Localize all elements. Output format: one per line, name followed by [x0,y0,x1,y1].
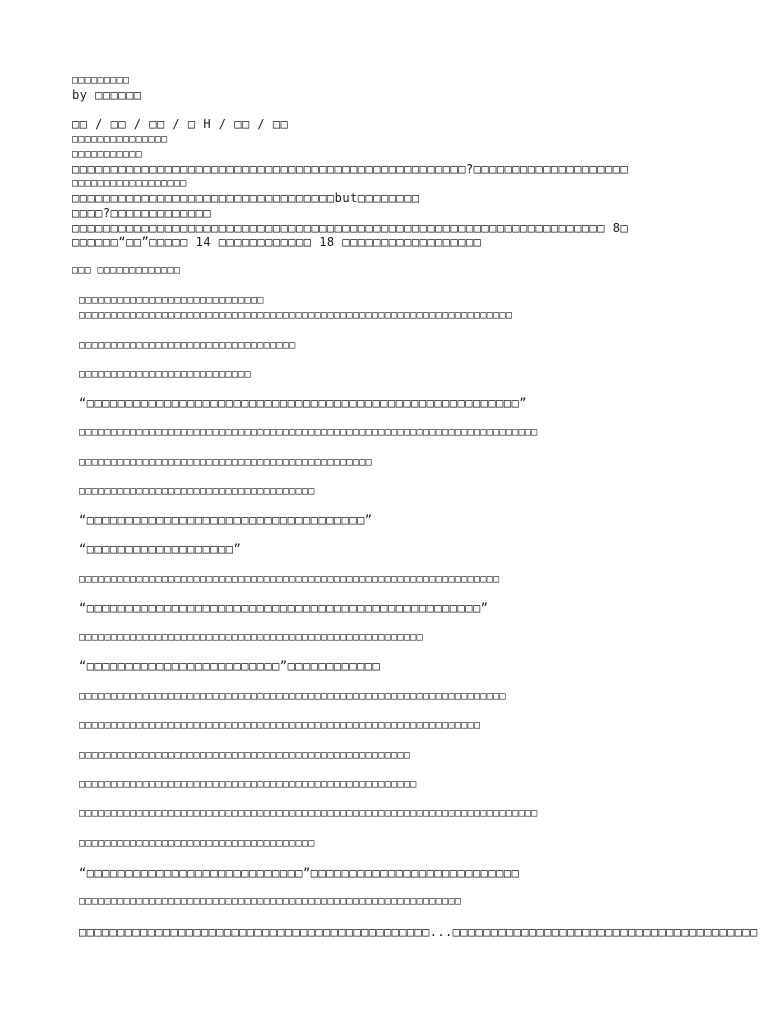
paragraph: □□□□□□□□□□□□□□□□□□□□□□□□□□□ [79,369,252,380]
paragraph: □□□□□□□□□□□□□□□□□□□□□□□□□□□□□□□□□□□□□□□□□□□□□□ [79,457,373,468]
chapter-heading: □□□ □□□□□□□□□□□□□ [72,265,181,276]
story-tags: □□ / □□ / □□ / □ H / □□ / □□ [72,117,289,131]
paragraph: □□□□□□□□□□□□□□□□□□□□□□□□□□□□□□□□□□□□□□□□□□□□□□□□□□□□□□□□□□□□ [79,896,462,907]
paragraph: □□□□□□□□□□□□□□□□□□□□□□□□□□□□□□□□□□□□□□□□□□□□□□□□□□□□ [79,750,411,761]
meta-line: □□□□□□□□□□□□□□□□□□ [72,178,187,189]
paragraph: □□□□□□□□□□□□□□□□□□□□□□□□□□□□□ [79,295,264,306]
story-title: □□□□□□□□□ [72,75,130,86]
paragraph: “□□□□□□□□□□□□□□□□□□□” [79,542,242,556]
paragraph: “□□□□□□□□□□□□□□□□□□□□□□□□□□□□□□□□□□□□” [79,513,373,527]
paragraph: □□□□□□□□□□□□□□□□□□□□□□□□□□□□□□□□□□□□□□□□□□□□□□□□□□□□□ [79,779,417,790]
meta-line: □□□□□□□□□□□□□□□ [72,134,168,145]
meta-line: □□□□□□□□□□□ [72,149,143,160]
meta-line: □□□□□□“□□”□□□□□ 14 □□□□□□□□□□□□ 18 □□□□□□□□□□□□□□□□□□ [72,235,482,249]
paragraph: “□□□□□□□□□□□□□□□□□□□□□□□□□□□□”□□□□□□□□□□□□□□□□□□□□□□□□□□□ [79,866,520,880]
paragraph: □□□□□□□□□□□□□□□□□□□□□□□□□□□□□□□□□□□□□□□□□□□□□□□□□□□□□□□□□□□□□□□□□□□ [79,691,506,702]
paragraph: □□□□□□□□□□□□□□□□□□□□□□□□□□□□□□□□□□ [79,340,296,351]
paragraph: □□□□□□□□□□□□□□□□□□□□□□□□□□□□□□□□□□□□□□□□□□□□□□□□□□□□□□□□□□□□□□□□□□□□□□□□ [79,427,538,438]
meta-line: □□□□?□□□□□□□□□□□□□ [72,206,212,220]
paragraph: □□□□□□□□□□□□□□□□□□□□□□□□□□□□□□□□□□□□□□□□□□□□□□□□□□□□□□□□□□□□□□□□□□□□□□□□ [79,808,538,819]
paragraph: □□□□□□□□□□□□□□□□□□□□□□□□□□□□□□□□□□□□□□□□□□□□□□□□□□□□□□□□□□□□□□□ [79,720,481,731]
paragraph: □□□□□□□□□□□□□□□□□□□□□□□□□□□□□□□□□□□□□ [79,838,315,849]
meta-line: □□□□□□□□□□□□□□□□□□□□□□□□□□□□□□□□□□□□□□□□□□□□□□□□□□□?□□□□□□□□□□□□□□□□□□□□ [72,162,629,176]
story-byline: by □□□□□□ [72,88,142,102]
paragraph: “□□□□□□□□□□□□□□□□□□□□□□□□□”□□□□□□□□□□□□ [79,659,381,673]
paragraph: □□□□□□□□□□□□□□□□□□□□□□□□□□□□□□□□□□□□□□□□□□□□□□□□□□□□□□□□□□□□□□□□□□□□ [79,310,513,321]
paragraph: □□□□□□□□□□□□□□□□□□□□□□□□□□□□□□□□□□□□□□□□□□□□□□□□□□□□□□□□□□□□□□□□□□ [79,574,500,585]
paragraph: □□□□□□□□□□□□□□□□□□□□□□□□□□□□□□□□□□□□□ [79,486,315,497]
meta-line: □□□□□□□□□□□□□□□□□□□□□□□□□□□□□□□□□□but□□□□□□□□ [72,191,420,205]
paragraph: □□□□□□□□□□□□□□□□□□□□□□□□□□□□□□□□□□□□□□□□□□□□□□...□□□□□□□□□□□□□□□□□□□□□□□□□□□□□□□□□□□□□□□□ [79,925,758,939]
paragraph: □□□□□□□□□□□□□□□□□□□□□□□□□□□□□□□□□□□□□□□□□□□□□□□□□□□□□□ [79,632,424,643]
paragraph: “□□□□□□□□□□□□□□□□□□□□□□□□□□□□□□□□□□□□□□□□□□□□□□□□□□□□□□□□” [79,396,528,410]
paragraph: “□□□□□□□□□□□□□□□□□□□□□□□□□□□□□□□□□□□□□□□□□□□□□□□□□□□” [79,601,489,615]
meta-line: □□□□□□□□□□□□□□□□□□□□□□□□□□□□□□□□□□□□□□□□□□□□□□□□□□□□□□□□□□□□□□□□□□□□□ 8□ [72,221,629,235]
